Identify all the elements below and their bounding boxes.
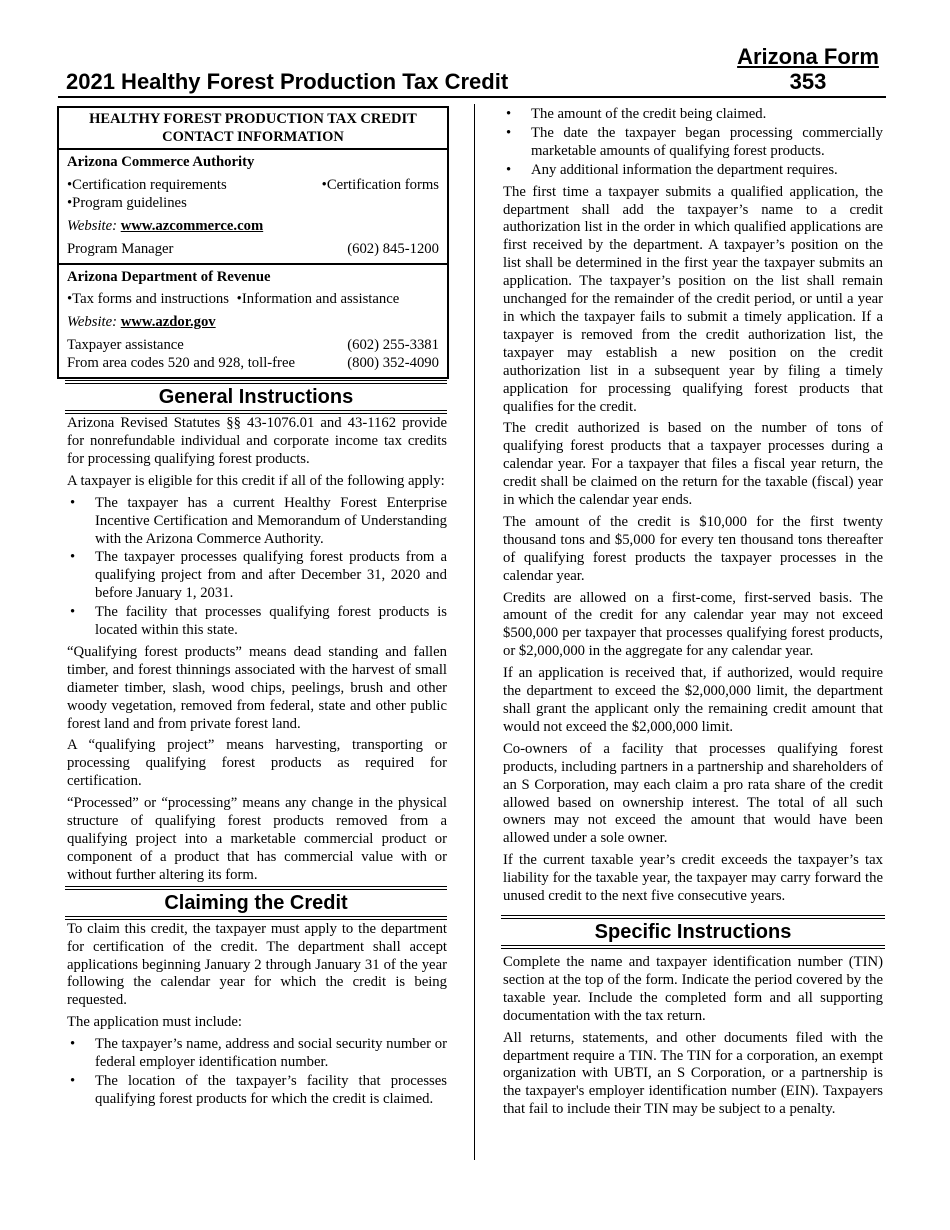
adr-bullet-2: •Information and assistance	[236, 291, 400, 308]
specific-p1: Complete the name and taxpayer identification number (TIN) section at the top of the form. Indicate the period covered by the taxable year. Include the completed form and all supporting documentation with the tax return.	[503, 953, 883, 1024]
list-item: • The location of the taxpayer’s facility that processes qualifying forest products for which the credit is claimed.	[67, 1073, 447, 1109]
contact-title-line1: HEALTHY FOREST PRODUCTION TAX CREDIT	[89, 111, 417, 127]
general-instructions-heading: General Instructions	[158, 386, 354, 409]
right-p4: Credits are allowed on a first-come, first-served basis. The amount of the credit for any calendar year may not exceed $500,000 per taxpayer that processes qualifying forest products, or $2,000,000 in the aggregate for any calendar year.	[503, 589, 883, 660]
adr-name: Arizona Department of Revenue	[67, 268, 271, 285]
aca-bullet-1: • Certification requirements	[67, 177, 227, 195]
aca-bullets	[67, 177, 439, 195]
title-rule	[58, 96, 886, 98]
claiming-credit-header	[65, 889, 447, 917]
eligibility-list	[57, 495, 449, 640]
claiming-p1: To claim this credit, the taxpayer must apply to the department for certification of the credit. The department shall accept applications beginning January 2 through January 31 of the year following the calendar year for which the credit is being requested.	[67, 920, 447, 1009]
adr-contact-1-label: Taxpayer assistance	[67, 337, 184, 354]
aca-website-line	[67, 218, 439, 236]
right-p7: If the current taxable year’s credit exceeds the taxpayer’s tax liability for the taxable year, the taxpayer may carry forward the unused credit to the next five consecutive years.	[503, 852, 883, 905]
adr-bullets	[67, 291, 439, 309]
form-number	[736, 44, 880, 94]
left-column	[57, 106, 449, 1113]
aca-website-label: Website:	[67, 217, 118, 234]
list-item: • The taxpayer processes qualifying forest products from a qualifying project from and after December 31, 2020 and before January 1, 2031.	[67, 549, 447, 603]
adr-phone-2: (800) 352-4090	[347, 355, 439, 372]
right-p2: The credit authorized is based on the number of tons of qualifying forest products that a taxpayer processes during a calendar year. For a taxpayer that files a fiscal year return, the credit shall be claimed on the return for the taxable (fiscal) year in which the calendar year ends.	[503, 420, 883, 509]
aca-section	[59, 150, 447, 263]
claiming-p2: The application must include:	[67, 1014, 242, 1031]
specific-instructions-header	[501, 918, 885, 946]
adr-contact-2-label: From area codes 520 and 928, toll-free	[67, 355, 295, 372]
list-item: • The taxpayer’s name, address and social security number or federal employer identification number.	[67, 1036, 447, 1072]
adr-website-link[interactable]: www.azdor.gov	[120, 314, 216, 331]
aca-contact-row	[67, 241, 439, 259]
adr-website-line	[67, 314, 439, 332]
general-instructions-header	[65, 383, 447, 411]
right-p5: If an application is received that, if authorized, would require the department to exceed the $2,000,000 limit, the department shall grant the applicant only the remaining credit amount that would not exceed the $2,000,000 limit.	[503, 665, 883, 735]
adr-website-label: Website:	[67, 314, 118, 331]
adr-phone-1: (602) 255-3381	[347, 337, 439, 354]
general-p1: Arizona Revised Statutes §§ 43-1076.01 and 43-1162 provide for nonrefundable individual and corporate income tax credits for processing qualifying forest products.	[67, 415, 447, 467]
right-p1: The first time a taxpayer submits a qualified application, the department shall add the taxpayer’s name to a credit authorization list in the order in which qualified applications are first received by the department. A taxpayer’s position on the list shall be determined in the first year the taxpayer submits an application. The taxpayer’s position on the list shall remain unchanged for the remainder of the credit period, or until a year in which the taxpayer fails to submit a timely application. If a taxpayer is removed from the credit authorization list, the taxpayer may establish a new position on the credit authorization list in a subsequent year by filing a timely application for processing qualifying forest products that qualifies for the credit.	[503, 183, 883, 415]
contact-box-title	[59, 108, 447, 150]
right-column	[501, 106, 885, 1123]
aca-phone: (602) 845-1200	[347, 240, 439, 257]
page-title: 2021 Healthy Forest Production Tax Credit	[66, 69, 509, 94]
adr-bullet-1: •Tax forms and instructions	[67, 291, 229, 308]
column-divider	[474, 104, 475, 1160]
list-item: • Any additional information the department requires.	[503, 162, 883, 180]
right-p3: The amount of the credit is $10,000 for the first twenty thousand tons and $5,000 for every ten thousand tons thereafter of qualifying forest products the taxpayer processes in the calendar year.	[503, 513, 883, 584]
aca-bullet-3: • Program guidelines	[67, 195, 187, 213]
adr-section	[59, 263, 447, 378]
list-item: • The amount of the credit being claimed.	[503, 106, 883, 124]
right-p6: Co-owners of a facility that processes qualifying forest products, including partners in a partnership and shareholders of an S Corporation, may each claim a pro rata share of the credit allowed based on ownership interest. The total of all such owners may not exceed the amount that would have been allowed under a sole owner.	[503, 740, 883, 847]
application-list-continued	[501, 106, 885, 180]
contact-title-line2: CONTACT INFORMATION	[162, 129, 344, 145]
general-p2: A taxpayer is eligible for this credit if all of the following apply:	[67, 472, 445, 489]
aca-bullet-2: • Certification forms	[322, 177, 439, 195]
aca-website-link[interactable]: www.azcommerce.com	[120, 217, 264, 234]
adr-bullet-2-text: Information and assistance	[241, 291, 400, 308]
adr-contact-row-2	[67, 355, 439, 373]
list-item: • The facility that processes qualifying forest products is located within this state.	[67, 604, 447, 640]
specific-instructions-heading: Specific Instructions	[594, 920, 792, 943]
aca-contact-label: Program Manager	[67, 240, 174, 257]
aca-name: Arizona Commerce Authority	[67, 154, 255, 170]
adr-bullet-1-text: Tax forms and instructions	[72, 291, 229, 308]
contact-info-box	[57, 106, 449, 379]
specific-p2: All returns, statements, and other documents filed with the department require a TIN. The TIN for a corporation, an exempt organization with UBTI, an S Corporation, or a partnership is the taxpayer's employer identification number (EIN). Taxpayers that fail to include their TIN may be subject to a penalty.	[503, 1029, 883, 1118]
list-item: • The taxpayer has a current Healthy Forest Enterprise Incentive Certification and Memorandum of Understanding with the Arizona Commerce Authority.	[67, 495, 447, 549]
claiming-credit-heading: Claiming the Credit	[164, 891, 348, 914]
application-list	[57, 1036, 449, 1109]
form-label: Arizona Form	[737, 44, 879, 69]
form-number-value: 353	[789, 69, 827, 94]
list-item: • The date the taxpayer began processing commercially marketable amounts of qualifying forest products.	[503, 125, 883, 161]
aca-bullets-2	[67, 195, 439, 213]
adr-contact-row-1	[67, 337, 439, 355]
general-p4: A “qualifying project” means harvesting, transporting or processing qualifying forest products as required for certification.	[67, 737, 447, 790]
general-p3: “Qualifying forest products” means dead standing and fallen timber, and forest thinnings associated with the harvest of small diameter timber, slash, wood chips, peelings, brush and other woody vegetation, removed from federal, state and other public forest land and from private forest land.	[67, 643, 447, 732]
general-p5: “Processed” or “processing” means any change in the physical structure of qualifying forest products removed from a qualifying project into a marketable commercial product or component of a product that has commercial value with or without further altering its form.	[67, 795, 447, 883]
